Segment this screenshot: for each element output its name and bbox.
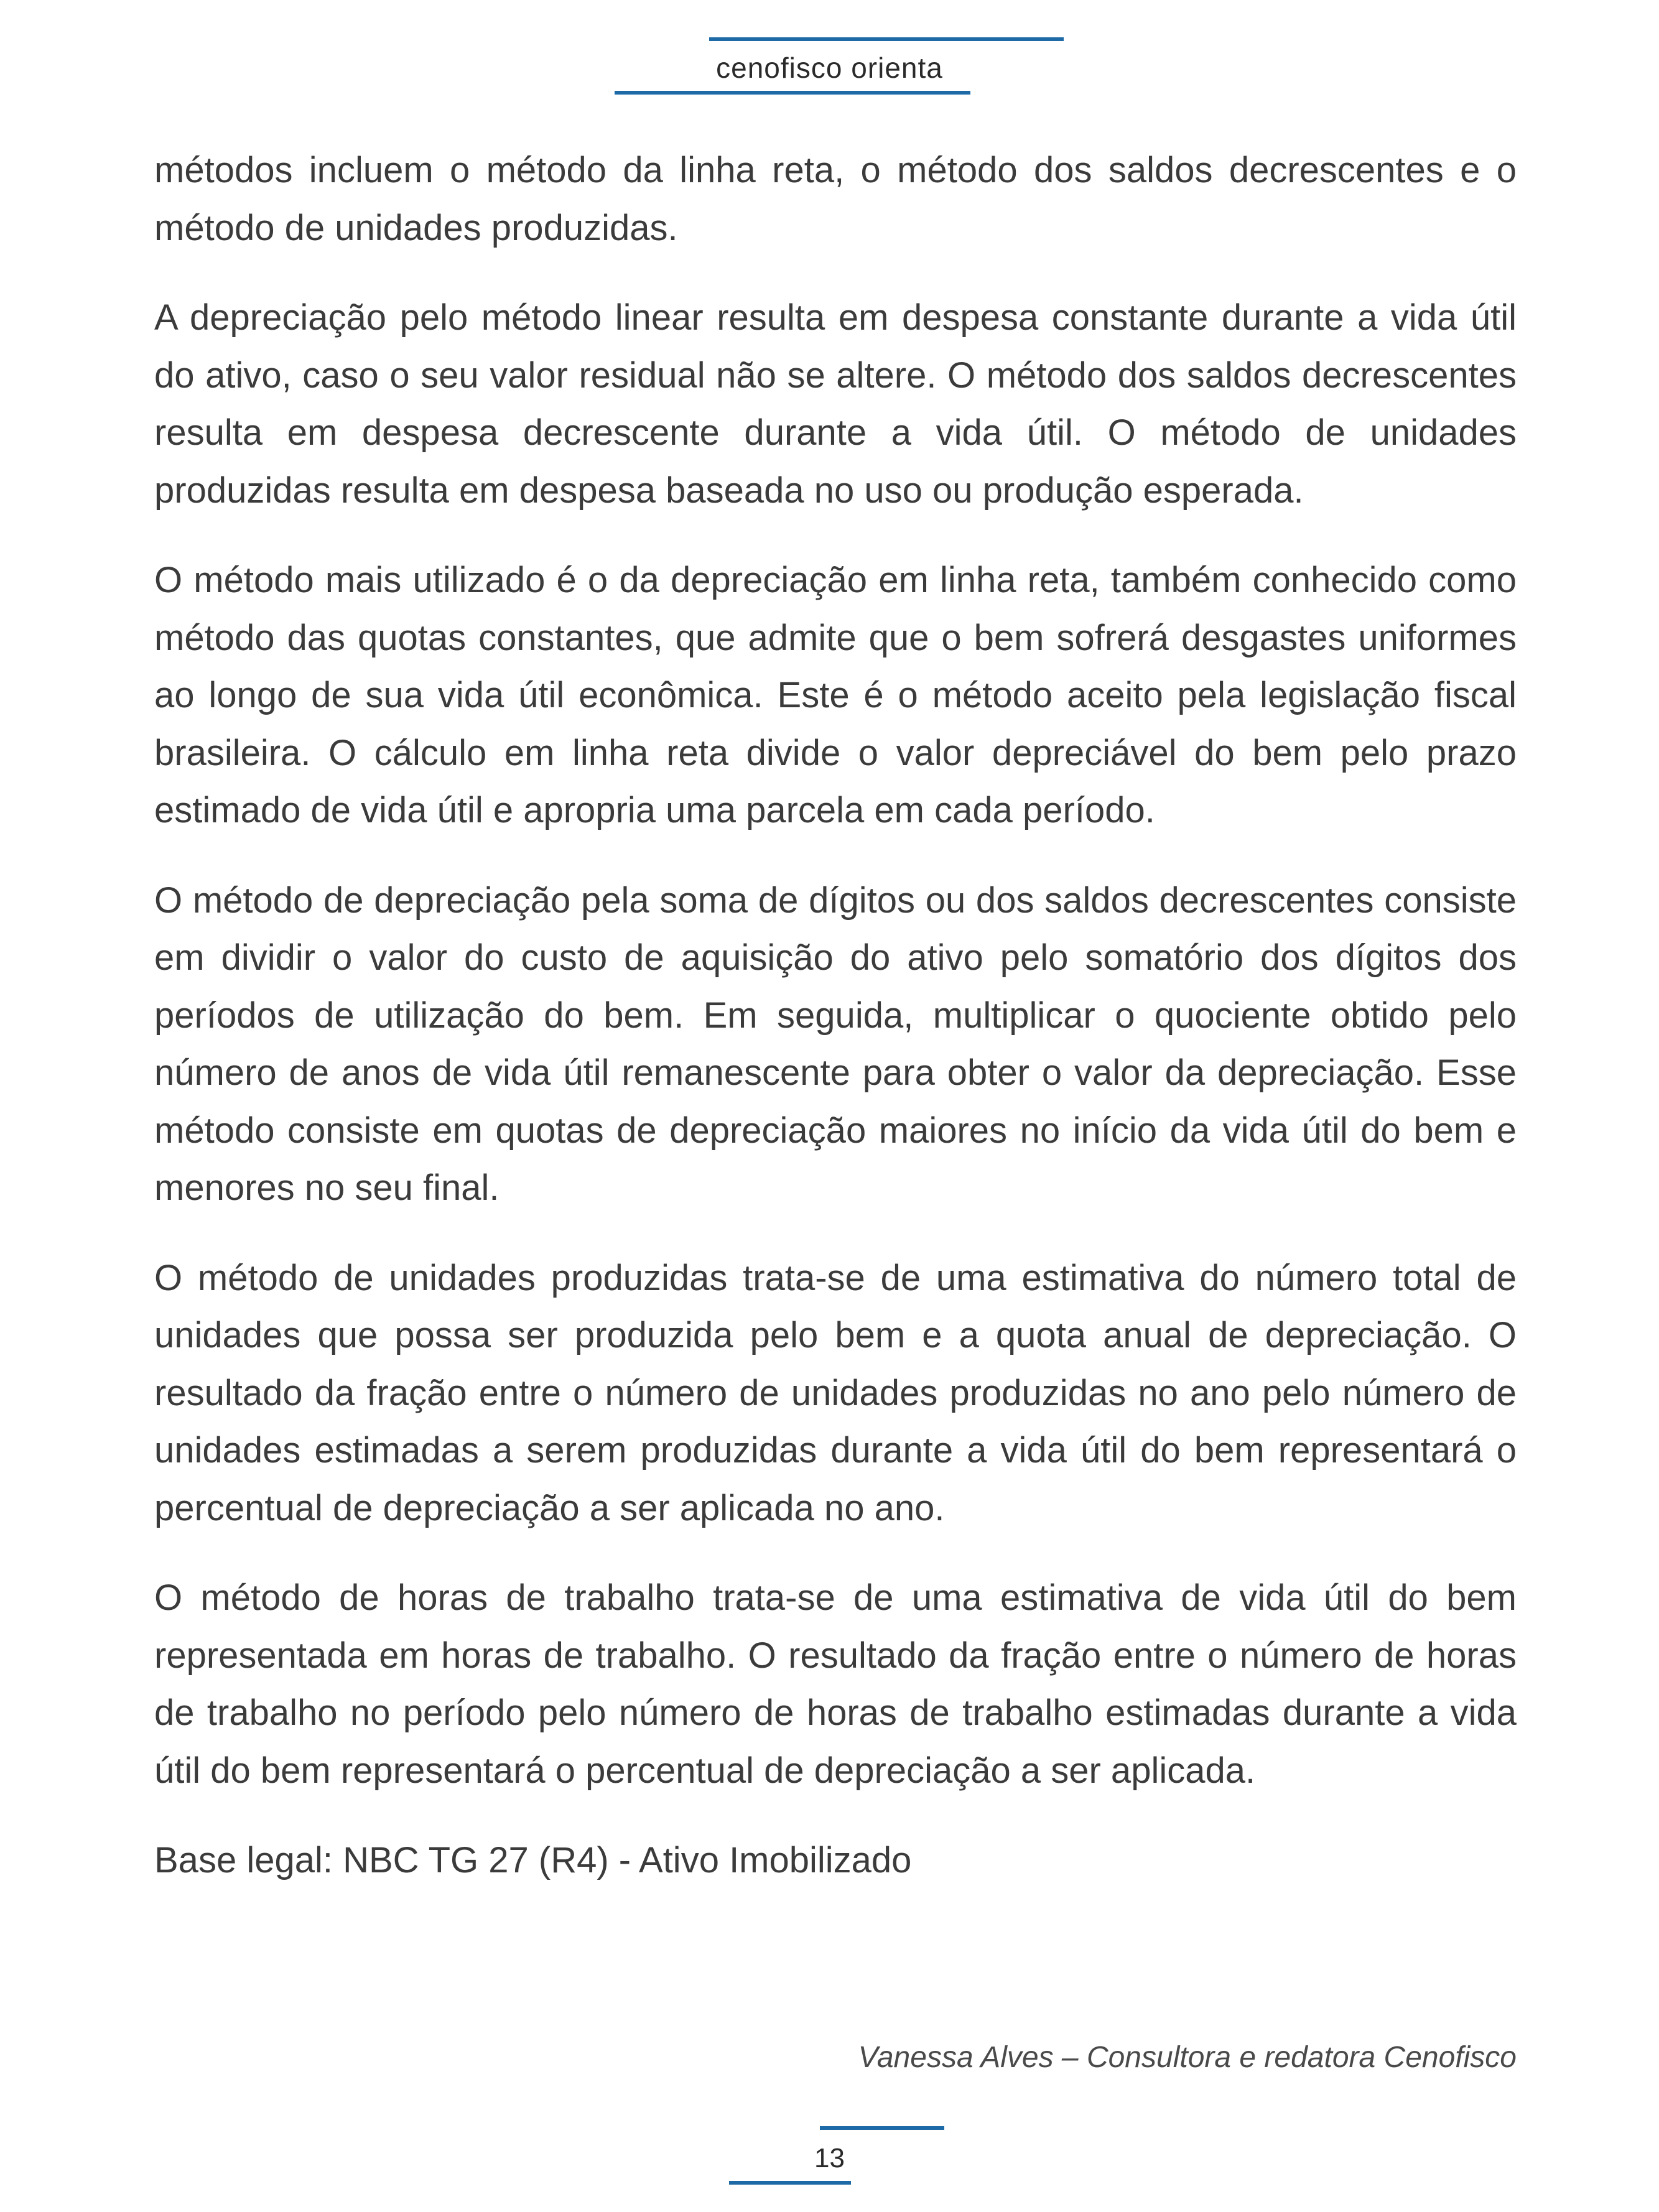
paragraph: A depreciação pelo método linear resulta em despesa constante durante a vida útil do ativo, caso o seu valor residual não se altere. O método dos saldos decrescentes resulta em despesa decrescente durante a vida útil. O método de unidades produzidas resulta em despesa baseada no uso ou produção esperada. xyxy=(154,297,1517,511)
legal-basis: Base legal: NBC TG 27 (R4) - Ativo Imobilizado xyxy=(154,1840,912,1880)
header-title: cenofisco orienta xyxy=(716,52,943,84)
header-line-top xyxy=(709,37,1064,41)
footer-line-bottom xyxy=(729,2181,851,2185)
page-number: 13 xyxy=(814,2143,845,2173)
paragraph: O método mais utilizado é o da depreciação em linha reta, também conhecido como método das quotas constantes, que admite que o bem sofrerá desgastes uniformes ao longo de sua vida útil econômica. Este é o método aceito pela legislação fiscal brasileira. O cálculo em linha reta divide o valor depreciável do bem pelo prazo estimado de vida útil e apropria uma parcela em cada período. xyxy=(154,560,1517,830)
paragraph: métodos incluem o método da linha reta, o método dos saldos decrescentes e o método de unidades produzidas. xyxy=(154,150,1517,248)
author-signature: Vanessa Alves – Consultora e redatora Cenofisco xyxy=(858,2041,1517,2074)
article-body xyxy=(154,142,1517,1922)
paragraph: O método de unidades produzidas trata-se de uma estimativa do número total de unidades que possa ser produzida pelo bem e a quota anual de depreciação. O resultado da fração entre o número de unidades produzidas no ano pelo número de unidades estimadas a serem produzidas durante a vida útil do bem representará o percentual de depreciação a ser aplicada no ano. xyxy=(154,1257,1517,1528)
header-line-bottom xyxy=(615,91,970,95)
paragraph: O método de depreciação pela soma de dígitos ou dos saldos decrescentes consiste em dividir o valor do custo de aquisição do ativo pelo somatório dos dígitos dos períodos de utilização do bem. Em seguida, multiplicar o quociente obtido pelo número de anos de vida útil remanescente para obter o valor da depreciação. Esse método consiste em quotas de depreciação maiores no início da vida útil do bem e menores no seu final. xyxy=(154,880,1517,1208)
footer-line-top xyxy=(820,2126,944,2130)
paragraph: O método de horas de trabalho trata-se de uma estimativa de vida útil do bem representada em horas de trabalho. O resultado da fração entre o número de horas de trabalho no período pelo número de horas de trabalho estimadas durante a vida útil do bem representará o percentual de depreciação a ser aplicada. xyxy=(154,1578,1517,1791)
